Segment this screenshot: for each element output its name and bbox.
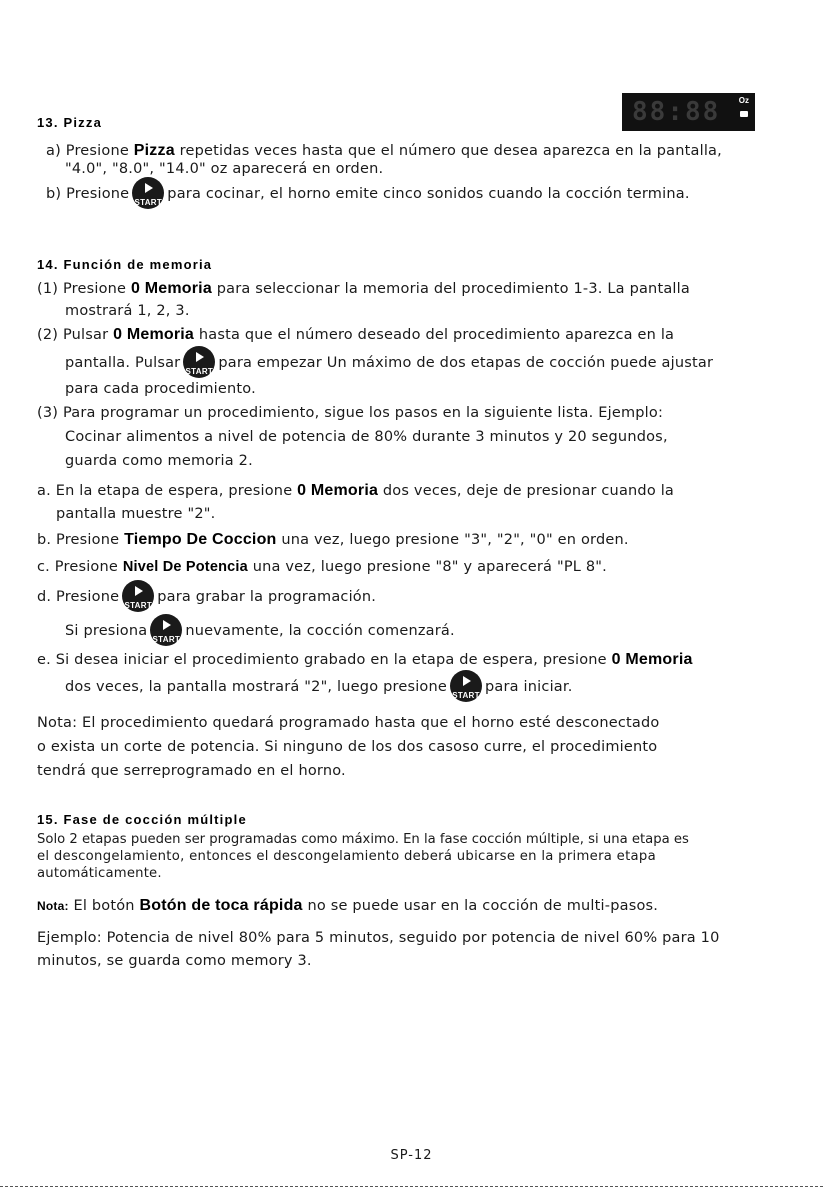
s14-line-11: b. Presione Tiempo De Coccion una vez, luego presione "3", "2", "0" en orden. [37, 531, 629, 548]
s15-example-line-1: Ejemplo: Potencia de nivel 80% para 5 minutos, seguido por potencia de nivel 60% para 10 [37, 930, 720, 946]
display-indicator [740, 111, 748, 117]
quick-touch-button-label: Botón de toca rápida [139, 897, 303, 914]
s14-line-9: a. En la etapa de espera, presione 0 Memoria dos veces, deje de presionar cuando la [37, 482, 675, 499]
s13-line-a2: "4.0", "8.0", "14.0" oz aparecerá en orden. [65, 161, 384, 177]
note-label: Nota: [37, 899, 69, 913]
start-button-icon: START [150, 614, 182, 646]
s14-note-line-1: Nota: El procedimiento quedará programado hasta que el horno esté desconectado [37, 715, 660, 731]
start-button-icon: START [450, 670, 482, 702]
s14-line-13: d. Presione START para grabar la programación. [37, 588, 376, 606]
start-button-icon: START [122, 580, 154, 612]
s14-line-8: guarda como memoria 2. [65, 453, 253, 469]
s14-line-3: (2) Pulsar 0 Memoria hasta que el número deseado del procedimiento aparezca en la [37, 326, 675, 343]
s14-note-line-3: tendrá que serreprogramado en el horno. [37, 763, 346, 779]
section-number: 14. [37, 257, 59, 272]
pizza-button-label: Pizza [133, 142, 175, 159]
nivel-de-potencia-button-label: Nivel De Potencia [122, 559, 248, 575]
page-number: SP-12 [390, 1148, 433, 1163]
s14-line-16: dos veces, la pantalla mostrará "2", luego presione START para iniciar. [65, 678, 573, 696]
s15-para-line-2: el descongelamiento, entonces el descongelamiento deberá ubicarse en la primera etapa [37, 849, 656, 864]
s14-line-4: pantalla. Pulsar START para empezar Un máximo de dos etapas de cocción puede ajustar [65, 354, 713, 372]
s14-line-5: para cada procedimiento. [65, 381, 256, 397]
s13-line-a: a) Presione Pizza repetidas veces hasta que el número que desea aparezca en la pantalla, [46, 142, 722, 159]
s14-line-1: (1) Presione 0 Memoria para seleccionar la memoria del procedimiento 1-3. La pantalla [37, 280, 690, 297]
section-number: 13. [37, 115, 59, 130]
memoria-button-label: 0 Memoria [297, 482, 379, 499]
section-14-heading [37, 257, 212, 272]
s14-line-7: Cocinar alimentos a nivel de potencia de 80% durante 3 minutos y 20 segundos, [65, 429, 668, 445]
memoria-button-label: 0 Memoria [611, 651, 693, 668]
s14-line-10: pantalla muestre "2". [56, 506, 216, 522]
section-number: 15. [37, 812, 59, 827]
oven-display-icon [622, 93, 755, 131]
display-unit: Oz [738, 96, 749, 105]
tiempo-de-coccion-button-label: Tiempo De Coccion [124, 531, 277, 548]
s14-line-14: Si presiona START nuevamente, la cocción comenzará. [65, 622, 455, 640]
s14-line-2: mostrará 1, 2, 3. [65, 303, 190, 319]
s15-para-line-1: Solo 2 etapas pueden ser programadas como máximo. En la fase cocción múltiple, si una etapa es [37, 832, 689, 847]
memoria-button-label: 0 Memoria [113, 326, 195, 343]
start-button-icon: START [132, 177, 164, 209]
start-button-icon: START [183, 346, 215, 378]
s14-line-6: (3) Para programar un procedimiento, sigue los pasos en la siguiente lista. Ejemplo: [37, 405, 664, 421]
section-title: Pizza [63, 115, 102, 130]
memoria-button-label: 0 Memoria [130, 280, 212, 297]
s15-example-line-2: minutos, se guarda como memory 3. [37, 953, 312, 969]
s14-note-line-2: o exista un corte de potencia. Si ninguno de los dos casoso curre, el procedimiento [37, 739, 658, 755]
section-title: Función de memoria [63, 257, 213, 272]
s13-line-b: b) Presione START para cocinar, el horno emite cinco sonidos cuando la cocción termina. [46, 185, 690, 203]
section-title: Fase de cocción múltiple [63, 812, 247, 827]
section-15-heading [37, 812, 247, 827]
section-13-heading [37, 115, 102, 130]
s15-note: Nota: El botón Botón de toca rápida no se puede usar en la cocción de multi-pasos. [37, 897, 659, 914]
s14-line-15: e. Si desea iniciar el procedimiento grabado en la etapa de espera, presione 0 Memoria [37, 651, 693, 668]
s14-line-12: c. Presione Nivel De Potencia una vez, luego presione "8" y aparecerá "PL 8". [37, 559, 607, 575]
page-bottom-rule [0, 1186, 823, 1188]
display-digits: 88:88 [632, 97, 721, 127]
s15-para-line-3: automáticamente. [37, 866, 162, 881]
